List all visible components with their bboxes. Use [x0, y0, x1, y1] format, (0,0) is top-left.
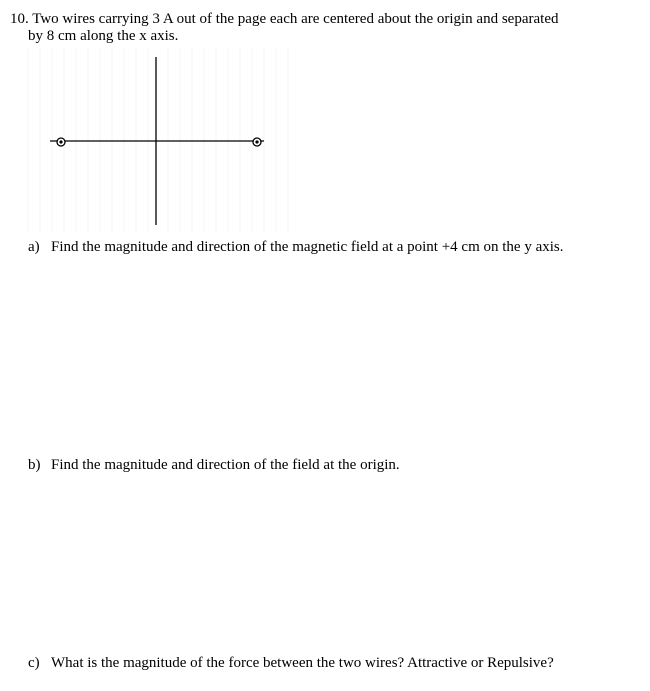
part-a-label: a): [28, 239, 40, 255]
background-grid: [28, 48, 288, 232]
part-a: [28, 239, 564, 256]
part-c: [28, 655, 554, 672]
problem-text-line-1: Two wires carrying 3 A out of the page each are centered about the origin and separated: [32, 11, 559, 27]
problem-text-line-2: by 8 cm along the x axis.: [28, 28, 179, 44]
part-b-question: Find the magnitude and direction of the field at the origin.: [51, 457, 400, 473]
part-b: [28, 457, 400, 474]
problem-number: 10.: [10, 11, 29, 27]
part-b-label: b): [28, 457, 41, 473]
part-c-question: What is the magnitude of the force between the two wires? Attractive or Repulsive?: [51, 655, 554, 671]
wire-left-out-of-page-icon: [57, 138, 65, 146]
part-c-label: c): [28, 655, 40, 671]
part-a-question: Find the magnitude and direction of the magnetic field at a point +4 cm on the y axis.: [51, 239, 564, 255]
wire-right-out-of-page-icon: [253, 138, 261, 146]
